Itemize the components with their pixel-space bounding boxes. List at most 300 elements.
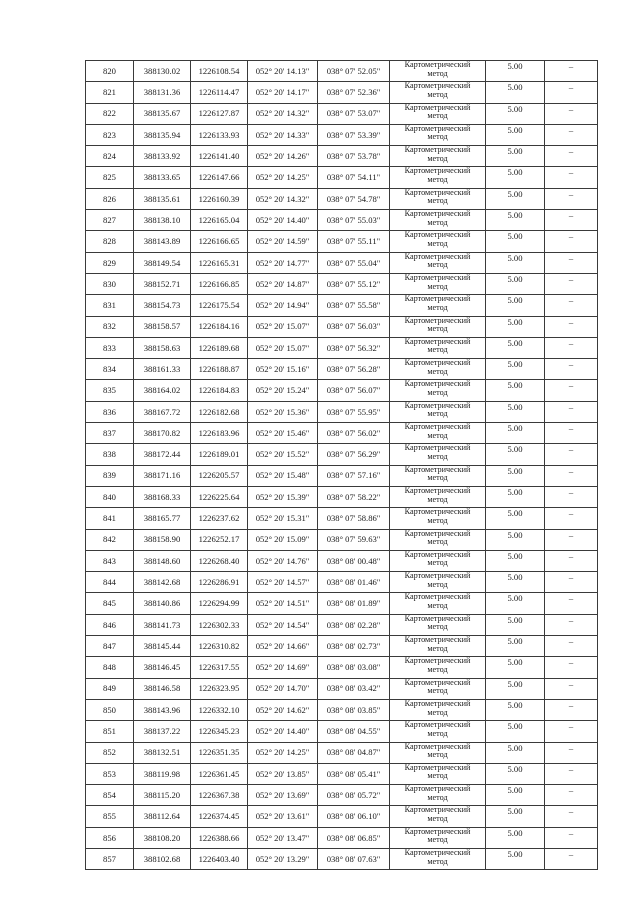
longitude-cell: 038° 07' 57.16" <box>318 465 390 486</box>
note-cell: – <box>545 124 598 145</box>
accuracy-cell: 5.00 <box>486 806 545 827</box>
latitude-cell: 052° 20' 15.46" <box>248 423 318 444</box>
latitude-cell: 052° 20' 14.87" <box>248 273 318 294</box>
method-cell <box>390 359 486 380</box>
note-cell: – <box>545 82 598 103</box>
method-label-line2: метод <box>427 217 448 227</box>
longitude-cell: 038° 07' 55.12" <box>318 273 390 294</box>
latitude-cell: 052° 20' 15.07" <box>248 316 318 337</box>
x-coordinate-cell: 388133.65 <box>134 167 191 188</box>
method-label-line1: Картометрический <box>404 166 471 176</box>
method-label-line2: метод <box>427 196 448 206</box>
method-label-line1: Картометрический <box>404 60 471 69</box>
method-cell <box>390 636 486 657</box>
point-number-cell: 845 <box>86 593 134 614</box>
point-number-cell: 825 <box>86 167 134 188</box>
method-cell <box>390 146 486 167</box>
table-row <box>86 124 598 145</box>
note-cell: – <box>545 465 598 486</box>
longitude-cell: 038° 07' 56.28" <box>318 359 390 380</box>
method-cell <box>390 678 486 699</box>
method-label-line1: Картометрический <box>404 720 471 730</box>
table-row <box>86 316 598 337</box>
latitude-cell: 052° 20' 15.36" <box>248 401 318 422</box>
method-cell <box>390 785 486 806</box>
method-label-line1: Картометрический <box>404 529 471 538</box>
x-coordinate-cell: 388165.77 <box>134 508 191 529</box>
longitude-cell: 038° 07' 55.58" <box>318 295 390 316</box>
x-coordinate-cell: 388149.54 <box>134 252 191 273</box>
y-coordinate-cell: 1226323.95 <box>191 678 248 699</box>
note-cell: – <box>545 572 598 593</box>
method-label-line1: Картометрический <box>404 273 471 282</box>
longitude-cell: 038° 07' 52.36" <box>318 82 390 103</box>
accuracy-cell: 5.00 <box>486 550 545 571</box>
point-number-cell: 847 <box>86 636 134 657</box>
y-coordinate-cell: 1226147.66 <box>191 167 248 188</box>
y-coordinate-cell: 1226141.40 <box>191 146 248 167</box>
latitude-cell: 052° 20' 14.17" <box>248 82 318 103</box>
y-coordinate-cell: 1226127.87 <box>191 103 248 124</box>
table-row <box>86 82 598 103</box>
table-row <box>86 742 598 763</box>
method-label-line1: Картометрический <box>404 103 471 112</box>
table-row <box>86 295 598 316</box>
longitude-cell: 038° 07' 56.29" <box>318 444 390 465</box>
table-row <box>86 785 598 806</box>
table-row <box>86 380 598 401</box>
longitude-cell: 038° 07' 53.39" <box>318 124 390 145</box>
method-cell <box>390 401 486 422</box>
y-coordinate-cell: 1226310.82 <box>191 636 248 657</box>
method-cell <box>390 231 486 252</box>
x-coordinate-cell: 388148.60 <box>134 550 191 571</box>
y-coordinate-cell: 1226184.83 <box>191 380 248 401</box>
y-coordinate-cell: 1226160.39 <box>191 188 248 209</box>
accuracy-cell: 5.00 <box>486 827 545 848</box>
table-row <box>86 423 598 444</box>
method-label-line2: метод <box>427 601 448 611</box>
longitude-cell: 038° 07' 58.86" <box>318 508 390 529</box>
latitude-cell: 052° 20' 15.09" <box>248 529 318 550</box>
table-row <box>86 550 598 571</box>
latitude-cell: 052° 20' 14.62" <box>248 699 318 720</box>
table-row <box>86 657 598 678</box>
method-cell <box>390 188 486 209</box>
method-label-line2: метод <box>427 132 448 142</box>
latitude-cell: 052° 20' 14.94" <box>248 295 318 316</box>
latitude-cell: 052° 20' 15.48" <box>248 465 318 486</box>
note-cell: – <box>545 295 598 316</box>
note-cell: – <box>545 316 598 337</box>
x-coordinate-cell: 388143.89 <box>134 231 191 252</box>
latitude-cell: 052° 20' 15.07" <box>248 337 318 358</box>
note-cell: – <box>545 508 598 529</box>
latitude-cell: 052° 20' 14.70" <box>248 678 318 699</box>
y-coordinate-cell: 1226183.96 <box>191 423 248 444</box>
x-coordinate-cell: 388167.72 <box>134 401 191 422</box>
accuracy-cell: 5.00 <box>486 508 545 529</box>
longitude-cell: 038° 08' 04.87" <box>318 742 390 763</box>
y-coordinate-cell: 1226286.91 <box>191 572 248 593</box>
method-cell <box>390 444 486 465</box>
latitude-cell: 052° 20' 14.51" <box>248 593 318 614</box>
method-label-line2: метод <box>427 68 448 78</box>
method-cell <box>390 699 486 720</box>
longitude-cell: 038° 08' 05.41" <box>318 763 390 784</box>
accuracy-cell: 5.00 <box>486 636 545 657</box>
method-label-line1: Картометрический <box>404 358 471 368</box>
method-cell <box>390 486 486 507</box>
point-number-cell: 837 <box>86 423 134 444</box>
y-coordinate-cell: 1226189.01 <box>191 444 248 465</box>
coordinates-table <box>85 60 598 870</box>
accuracy-cell: 5.00 <box>486 359 545 380</box>
x-coordinate-cell: 388133.92 <box>134 146 191 167</box>
method-label-line1: Картометрический <box>404 124 471 133</box>
latitude-cell: 052° 20' 14.76" <box>248 550 318 571</box>
method-cell <box>390 508 486 529</box>
latitude-cell: 052° 20' 14.26" <box>248 146 318 167</box>
accuracy-cell: 5.00 <box>486 614 545 635</box>
latitude-cell: 052° 20' 13.69" <box>248 785 318 806</box>
accuracy-cell: 5.00 <box>486 273 545 294</box>
accuracy-cell: 5.00 <box>486 572 545 593</box>
y-coordinate-cell: 1226184.16 <box>191 316 248 337</box>
accuracy-cell: 5.00 <box>486 316 545 337</box>
note-cell: – <box>545 785 598 806</box>
latitude-cell: 052° 20' 14.32" <box>248 188 318 209</box>
x-coordinate-cell: 388138.10 <box>134 210 191 231</box>
method-cell <box>390 252 486 273</box>
method-label-line1: Картометрический <box>404 614 471 623</box>
point-number-cell: 830 <box>86 273 134 294</box>
x-coordinate-cell: 388131.36 <box>134 82 191 103</box>
note-cell: – <box>545 742 598 763</box>
method-cell <box>390 763 486 784</box>
table-row <box>86 763 598 784</box>
note-cell: – <box>545 252 598 273</box>
method-cell <box>390 61 486 82</box>
point-number-cell: 820 <box>86 61 134 82</box>
point-number-cell: 829 <box>86 252 134 273</box>
accuracy-cell: 5.00 <box>486 742 545 763</box>
method-label-line1: Картометрический <box>404 635 471 645</box>
method-label-line2: метод <box>427 856 448 866</box>
point-number-cell: 833 <box>86 337 134 358</box>
accuracy-cell: 5.00 <box>486 61 545 82</box>
method-cell <box>390 423 486 444</box>
point-number-cell: 855 <box>86 806 134 827</box>
x-coordinate-cell: 388142.68 <box>134 572 191 593</box>
table-row <box>86 593 598 614</box>
table-row <box>86 848 598 869</box>
point-number-cell: 821 <box>86 82 134 103</box>
method-label-line2: метод <box>427 728 448 738</box>
method-label-line1: Картометрический <box>404 550 471 559</box>
method-label-line1: Картометрический <box>404 401 471 410</box>
latitude-cell: 052° 20' 14.13" <box>248 61 318 82</box>
x-coordinate-cell: 388170.82 <box>134 423 191 444</box>
point-number-cell: 823 <box>86 124 134 145</box>
method-label-line1: Картометрический <box>404 827 471 836</box>
method-label-line1: Картометрический <box>404 230 471 240</box>
method-cell <box>390 806 486 827</box>
note-cell: – <box>545 550 598 571</box>
x-coordinate-cell: 388158.63 <box>134 337 191 358</box>
method-label-line2: метод <box>427 366 448 376</box>
point-number-cell: 846 <box>86 614 134 635</box>
y-coordinate-cell: 1226351.35 <box>191 742 248 763</box>
note-cell: – <box>545 61 598 82</box>
y-coordinate-cell: 1226252.17 <box>191 529 248 550</box>
point-number-cell: 857 <box>86 848 134 869</box>
table-row <box>86 252 598 273</box>
table-row <box>86 529 598 550</box>
y-coordinate-cell: 1226166.85 <box>191 273 248 294</box>
accuracy-cell: 5.00 <box>486 529 545 550</box>
method-label-line1: Картометрический <box>404 443 471 453</box>
latitude-cell: 052° 20' 14.40" <box>248 210 318 231</box>
latitude-cell: 052° 20' 14.77" <box>248 252 318 273</box>
x-coordinate-cell: 388108.20 <box>134 827 191 848</box>
x-coordinate-cell: 388130.02 <box>134 61 191 82</box>
table-row <box>86 486 598 507</box>
latitude-cell: 052° 20' 14.54" <box>248 614 318 635</box>
method-label-line2: метод <box>427 664 448 674</box>
method-label-line2: метод <box>427 494 448 504</box>
x-coordinate-cell: 388112.64 <box>134 806 191 827</box>
method-label-line1: Картометрический <box>404 422 471 432</box>
accuracy-cell: 5.00 <box>486 380 545 401</box>
method-label-line2: метод <box>427 238 448 248</box>
method-label-line2: метод <box>427 281 448 291</box>
method-cell <box>390 465 486 486</box>
latitude-cell: 052° 20' 13.85" <box>248 763 318 784</box>
longitude-cell: 038° 07' 59.63" <box>318 529 390 550</box>
longitude-cell: 038° 08' 01.46" <box>318 572 390 593</box>
y-coordinate-cell: 1226182.68 <box>191 401 248 422</box>
x-coordinate-cell: 388135.67 <box>134 103 191 124</box>
longitude-cell: 038° 08' 03.08" <box>318 657 390 678</box>
y-coordinate-cell: 1226133.93 <box>191 124 248 145</box>
longitude-cell: 038° 08' 03.85" <box>318 699 390 720</box>
point-number-cell: 842 <box>86 529 134 550</box>
method-cell <box>390 614 486 635</box>
point-number-cell: 838 <box>86 444 134 465</box>
accuracy-cell: 5.00 <box>486 423 545 444</box>
x-coordinate-cell: 388158.90 <box>134 529 191 550</box>
accuracy-cell: 5.00 <box>486 146 545 167</box>
note-cell: – <box>545 146 598 167</box>
note-cell: – <box>545 614 598 635</box>
x-coordinate-cell: 388171.16 <box>134 465 191 486</box>
x-coordinate-cell: 388154.73 <box>134 295 191 316</box>
table-row <box>86 146 598 167</box>
method-label-line2: метод <box>427 260 448 270</box>
longitude-cell: 038° 07' 53.78" <box>318 146 390 167</box>
method-label-line1: Картометрический <box>404 571 471 581</box>
method-label-line2: метод <box>427 537 448 547</box>
y-coordinate-cell: 1226175.54 <box>191 295 248 316</box>
accuracy-cell: 5.00 <box>486 295 545 316</box>
method-label-line2: метод <box>427 771 448 781</box>
x-coordinate-cell: 388119.98 <box>134 763 191 784</box>
accuracy-cell: 5.00 <box>486 848 545 869</box>
method-label-line2: метод <box>427 153 448 163</box>
method-label-line2: метод <box>427 622 448 632</box>
latitude-cell: 052° 20' 15.31" <box>248 508 318 529</box>
method-cell <box>390 210 486 231</box>
x-coordinate-cell: 388140.86 <box>134 593 191 614</box>
x-coordinate-cell: 388158.57 <box>134 316 191 337</box>
latitude-cell: 052° 20' 13.29" <box>248 848 318 869</box>
method-label-line1: Картометрический <box>404 784 471 794</box>
y-coordinate-cell: 1226166.65 <box>191 231 248 252</box>
latitude-cell: 052° 20' 14.25" <box>248 167 318 188</box>
table-row <box>86 465 598 486</box>
table-row <box>86 699 598 720</box>
table-row <box>86 359 598 380</box>
method-cell <box>390 827 486 848</box>
longitude-cell: 038° 07' 55.95" <box>318 401 390 422</box>
note-cell: – <box>545 763 598 784</box>
point-number-cell: 839 <box>86 465 134 486</box>
point-number-cell: 850 <box>86 699 134 720</box>
longitude-cell: 038° 07' 54.11" <box>318 167 390 188</box>
method-cell <box>390 316 486 337</box>
method-label-line2: метод <box>427 515 448 525</box>
longitude-cell: 038° 08' 03.42" <box>318 678 390 699</box>
longitude-cell: 038° 07' 55.04" <box>318 252 390 273</box>
x-coordinate-cell: 388141.73 <box>134 614 191 635</box>
accuracy-cell: 5.00 <box>486 103 545 124</box>
point-number-cell: 824 <box>86 146 134 167</box>
latitude-cell: 052° 20' 13.61" <box>248 806 318 827</box>
y-coordinate-cell: 1226205.57 <box>191 465 248 486</box>
accuracy-cell: 5.00 <box>486 678 545 699</box>
accuracy-cell: 5.00 <box>486 486 545 507</box>
table-row <box>86 337 598 358</box>
note-cell: – <box>545 188 598 209</box>
y-coordinate-cell: 1226114.47 <box>191 82 248 103</box>
accuracy-cell: 5.00 <box>486 124 545 145</box>
point-number-cell: 841 <box>86 508 134 529</box>
method-label-line1: Картометрический <box>404 486 471 495</box>
latitude-cell: 052° 20' 15.52" <box>248 444 318 465</box>
y-coordinate-cell: 1226332.10 <box>191 699 248 720</box>
note-cell: – <box>545 848 598 869</box>
table-row <box>86 61 598 82</box>
y-coordinate-cell: 1226165.04 <box>191 210 248 231</box>
point-number-cell: 848 <box>86 657 134 678</box>
note-cell: – <box>545 401 598 422</box>
point-number-cell: 840 <box>86 486 134 507</box>
longitude-cell: 038° 07' 58.22" <box>318 486 390 507</box>
method-label-line2: метод <box>427 835 448 845</box>
method-cell <box>390 550 486 571</box>
note-cell: – <box>545 380 598 401</box>
accuracy-cell: 5.00 <box>486 252 545 273</box>
y-coordinate-cell: 1226302.33 <box>191 614 248 635</box>
table-row <box>86 231 598 252</box>
method-cell <box>390 167 486 188</box>
point-number-cell: 834 <box>86 359 134 380</box>
accuracy-cell: 5.00 <box>486 763 545 784</box>
method-label-line2: метод <box>427 302 448 312</box>
table-row <box>86 721 598 742</box>
method-cell <box>390 295 486 316</box>
table-row <box>86 401 598 422</box>
method-label-line1: Картометрический <box>404 678 471 687</box>
table-row <box>86 167 598 188</box>
method-label-line2: метод <box>427 111 448 121</box>
latitude-cell: 052° 20' 14.33" <box>248 124 318 145</box>
method-label-line1: Картометрический <box>404 316 471 325</box>
x-coordinate-cell: 388168.33 <box>134 486 191 507</box>
x-coordinate-cell: 388161.33 <box>134 359 191 380</box>
x-coordinate-cell: 388146.45 <box>134 657 191 678</box>
latitude-cell: 052° 20' 14.25" <box>248 742 318 763</box>
y-coordinate-cell: 1226367.38 <box>191 785 248 806</box>
longitude-cell: 038° 07' 56.07" <box>318 380 390 401</box>
method-label-line1: Картометрический <box>404 742 471 751</box>
y-coordinate-cell: 1226294.99 <box>191 593 248 614</box>
method-cell <box>390 529 486 550</box>
method-label-line1: Картометрический <box>404 656 471 666</box>
method-cell <box>390 572 486 593</box>
table-row <box>86 273 598 294</box>
accuracy-cell: 5.00 <box>486 188 545 209</box>
method-cell <box>390 380 486 401</box>
method-label-line2: метод <box>427 707 448 717</box>
point-number-cell: 856 <box>86 827 134 848</box>
method-cell <box>390 742 486 763</box>
method-cell <box>390 848 486 869</box>
point-number-cell: 854 <box>86 785 134 806</box>
y-coordinate-cell: 1226388.66 <box>191 827 248 848</box>
longitude-cell: 038° 08' 02.28" <box>318 614 390 635</box>
x-coordinate-cell: 388145.44 <box>134 636 191 657</box>
accuracy-cell: 5.00 <box>486 444 545 465</box>
x-coordinate-cell: 388135.94 <box>134 124 191 145</box>
method-label-line1: Картометрический <box>404 763 471 772</box>
x-coordinate-cell: 388137.22 <box>134 721 191 742</box>
y-coordinate-cell: 1226108.54 <box>191 61 248 82</box>
note-cell: – <box>545 636 598 657</box>
method-cell <box>390 273 486 294</box>
longitude-cell: 038° 07' 55.03" <box>318 210 390 231</box>
point-number-cell: 828 <box>86 231 134 252</box>
table-row <box>86 508 598 529</box>
longitude-cell: 038° 08' 05.72" <box>318 785 390 806</box>
y-coordinate-cell: 1226361.45 <box>191 763 248 784</box>
x-coordinate-cell: 388172.44 <box>134 444 191 465</box>
note-cell: – <box>545 657 598 678</box>
method-cell <box>390 82 486 103</box>
longitude-cell: 038° 07' 54.78" <box>318 188 390 209</box>
method-label-line2: метод <box>427 750 448 760</box>
longitude-cell: 038° 07' 56.32" <box>318 337 390 358</box>
point-number-cell: 836 <box>86 401 134 422</box>
point-number-cell: 851 <box>86 721 134 742</box>
point-number-cell: 831 <box>86 295 134 316</box>
x-coordinate-cell: 388102.68 <box>134 848 191 869</box>
point-number-cell: 849 <box>86 678 134 699</box>
accuracy-cell: 5.00 <box>486 401 545 422</box>
x-coordinate-cell: 388135.61 <box>134 188 191 209</box>
latitude-cell: 052° 20' 14.69" <box>248 657 318 678</box>
